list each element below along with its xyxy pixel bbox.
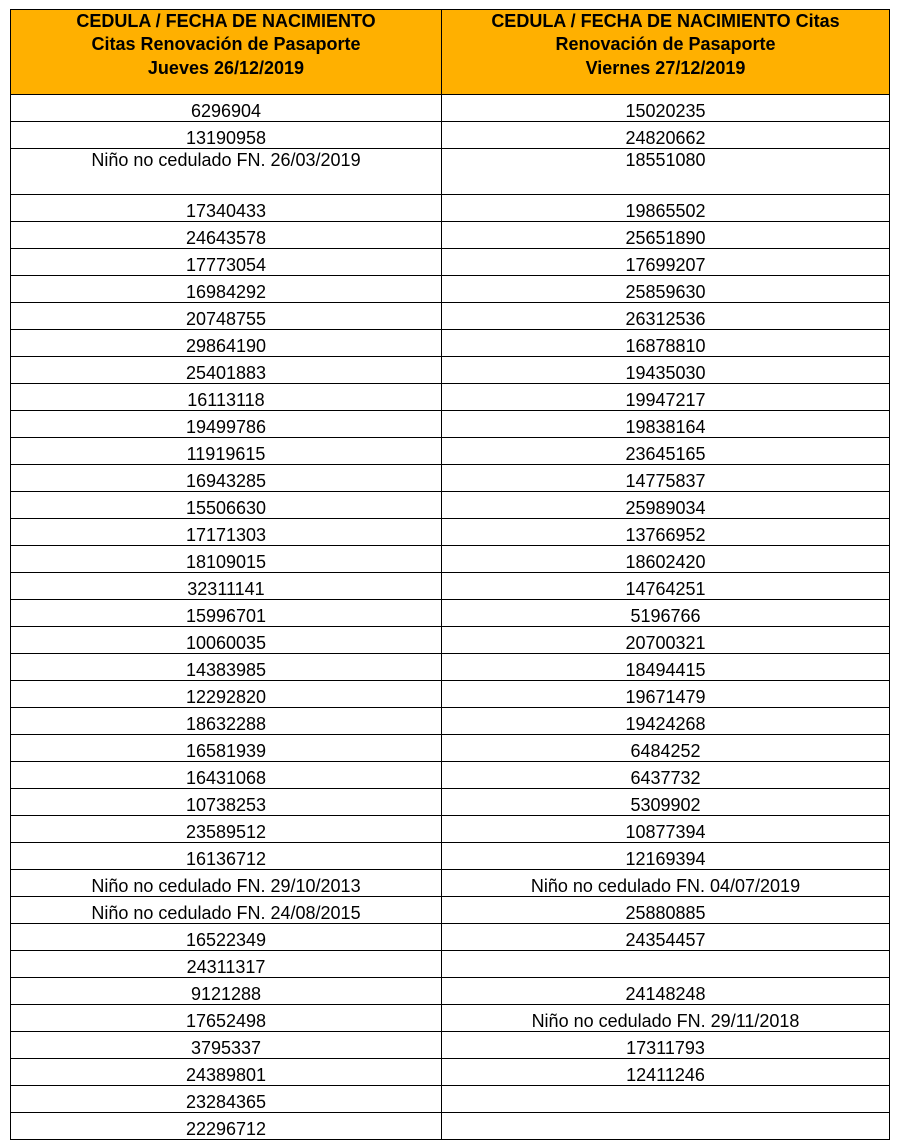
appointments-table — [10, 9, 890, 1140]
cell-jueves: 16943285 — [11, 465, 442, 492]
cell-viernes: 13766952 — [442, 519, 890, 546]
cell-viernes: 14764251 — [442, 573, 890, 600]
cell-viernes: 10877394 — [442, 816, 890, 843]
cell-viernes: 19435030 — [442, 357, 890, 384]
cell-jueves: 16984292 — [11, 276, 442, 303]
cell-viernes: 17699207 — [442, 249, 890, 276]
cell-jueves: 14383985 — [11, 654, 442, 681]
cell-viernes: 25989034 — [442, 492, 890, 519]
table-row — [11, 978, 890, 1005]
table-row — [11, 816, 890, 843]
cell-jueves: 17652498 — [11, 1005, 442, 1032]
cell-viernes: 24820662 — [442, 122, 890, 149]
table-row — [11, 627, 890, 654]
cell-jueves: 32311141 — [11, 573, 442, 600]
cell-viernes: 24148248 — [442, 978, 890, 1005]
cell-viernes: 12411246 — [442, 1059, 890, 1086]
cell-jueves: 15996701 — [11, 600, 442, 627]
cell-jueves: 13190958 — [11, 122, 442, 149]
table-row — [11, 149, 890, 195]
cell-viernes: 23645165 — [442, 438, 890, 465]
cell-viernes: 14775837 — [442, 465, 890, 492]
cell-jueves: 11919615 — [11, 438, 442, 465]
cell-jueves: 17773054 — [11, 249, 442, 276]
table-row — [11, 843, 890, 870]
cell-jueves: 24389801 — [11, 1059, 442, 1086]
table-row — [11, 681, 890, 708]
cell-viernes: 20700321 — [442, 627, 890, 654]
table-row — [11, 492, 890, 519]
cell-viernes: 25859630 — [442, 276, 890, 303]
table-row — [11, 789, 890, 816]
header-cell-viernes — [442, 10, 890, 95]
table-row — [11, 384, 890, 411]
table-row — [11, 1113, 890, 1140]
cell-jueves: 24311317 — [11, 951, 442, 978]
table-row — [11, 600, 890, 627]
cell-viernes: Niño no cedulado FN. 29/11/2018 — [442, 1005, 890, 1032]
cell-jueves: 19499786 — [11, 411, 442, 438]
table-row — [11, 897, 890, 924]
cell-viernes: 18551080 — [442, 149, 890, 195]
table-row — [11, 1032, 890, 1059]
header-line: Jueves 26/12/2019 — [147, 57, 305, 78]
header-line: Renovación de Pasaporte — [555, 34, 776, 55]
cell-jueves: 18632288 — [11, 708, 442, 735]
cell-jueves: 16431068 — [11, 762, 442, 789]
table-row — [11, 330, 890, 357]
cell-viernes: 16878810 — [442, 330, 890, 357]
table-row — [11, 222, 890, 249]
cell-jueves: 15506630 — [11, 492, 442, 519]
table-row — [11, 924, 890, 951]
cell-viernes: 19424268 — [442, 708, 890, 735]
header-cell-jueves — [11, 10, 442, 95]
cell-jueves: Niño no cedulado FN. 24/08/2015 — [11, 897, 442, 924]
cell-jueves: Niño no cedulado FN. 26/03/2019 — [11, 149, 442, 195]
cell-viernes: 18602420 — [442, 546, 890, 573]
cell-jueves: 22296712 — [11, 1113, 442, 1140]
table-body — [11, 95, 890, 1140]
table-row — [11, 1086, 890, 1113]
cell-jueves: 18109015 — [11, 546, 442, 573]
cell-jueves: 12292820 — [11, 681, 442, 708]
table-row — [11, 1059, 890, 1086]
cell-jueves: 16136712 — [11, 843, 442, 870]
cell-viernes: 26312536 — [442, 303, 890, 330]
table-row — [11, 195, 890, 222]
cell-viernes: 19947217 — [442, 384, 890, 411]
cell-viernes: 18494415 — [442, 654, 890, 681]
table-row — [11, 654, 890, 681]
table-row — [11, 573, 890, 600]
cell-viernes: 12169394 — [442, 843, 890, 870]
table-row — [11, 708, 890, 735]
table-row — [11, 1005, 890, 1032]
table-row — [11, 546, 890, 573]
cell-jueves: 23284365 — [11, 1086, 442, 1113]
table-row — [11, 411, 890, 438]
cell-viernes: Niño no cedulado FN. 04/07/2019 — [442, 870, 890, 897]
table-row — [11, 762, 890, 789]
cell-jueves: 10060035 — [11, 627, 442, 654]
cell-viernes: 17311793 — [442, 1032, 890, 1059]
cell-jueves: 10738253 — [11, 789, 442, 816]
cell-viernes — [442, 951, 890, 978]
header-line: CEDULA / FECHA DE NACIMIENTO Citas — [491, 11, 840, 31]
cell-viernes: 5309902 — [442, 789, 890, 816]
table-row — [11, 122, 890, 149]
cell-viernes: 25880885 — [442, 897, 890, 924]
cell-jueves: 29864190 — [11, 330, 442, 357]
cell-viernes: 19865502 — [442, 195, 890, 222]
cell-viernes: 19671479 — [442, 681, 890, 708]
cell-viernes: 19838164 — [442, 411, 890, 438]
cell-jueves: 9121288 — [11, 978, 442, 1005]
cell-jueves: 25401883 — [11, 357, 442, 384]
cell-jueves: 16113118 — [11, 384, 442, 411]
header-line: Viernes 27/12/2019 — [585, 57, 746, 78]
table-row — [11, 519, 890, 546]
spreadsheet — [10, 9, 889, 1140]
cell-jueves: 17340433 — [11, 195, 442, 222]
table-row — [11, 357, 890, 384]
cell-jueves: 17171303 — [11, 519, 442, 546]
table-row — [11, 465, 890, 492]
table-row — [11, 249, 890, 276]
cell-viernes: 6484252 — [442, 735, 890, 762]
table-row — [11, 276, 890, 303]
table-row — [11, 95, 890, 122]
table-row — [11, 438, 890, 465]
table-row — [11, 303, 890, 330]
cell-jueves: 6296904 — [11, 95, 442, 122]
cell-jueves: 16522349 — [11, 924, 442, 951]
cell-jueves: Niño no cedulado FN. 29/10/2013 — [11, 870, 442, 897]
cell-jueves: 23589512 — [11, 816, 442, 843]
table-row — [11, 735, 890, 762]
cell-jueves: 20748755 — [11, 303, 442, 330]
cell-viernes — [442, 1086, 890, 1113]
cell-viernes: 15020235 — [442, 95, 890, 122]
header-line: Citas Renovación de Pasaporte — [91, 34, 361, 55]
cell-jueves: 24643578 — [11, 222, 442, 249]
cell-viernes: 25651890 — [442, 222, 890, 249]
header-row — [11, 10, 890, 95]
header-line: CEDULA / FECHA DE NACIMIENTO — [76, 11, 376, 31]
table-row — [11, 951, 890, 978]
cell-viernes: 6437732 — [442, 762, 890, 789]
table-row — [11, 870, 890, 897]
cell-jueves: 3795337 — [11, 1032, 442, 1059]
cell-viernes — [442, 1113, 890, 1140]
cell-jueves: 16581939 — [11, 735, 442, 762]
cell-viernes: 24354457 — [442, 924, 890, 951]
cell-viernes: 5196766 — [442, 600, 890, 627]
